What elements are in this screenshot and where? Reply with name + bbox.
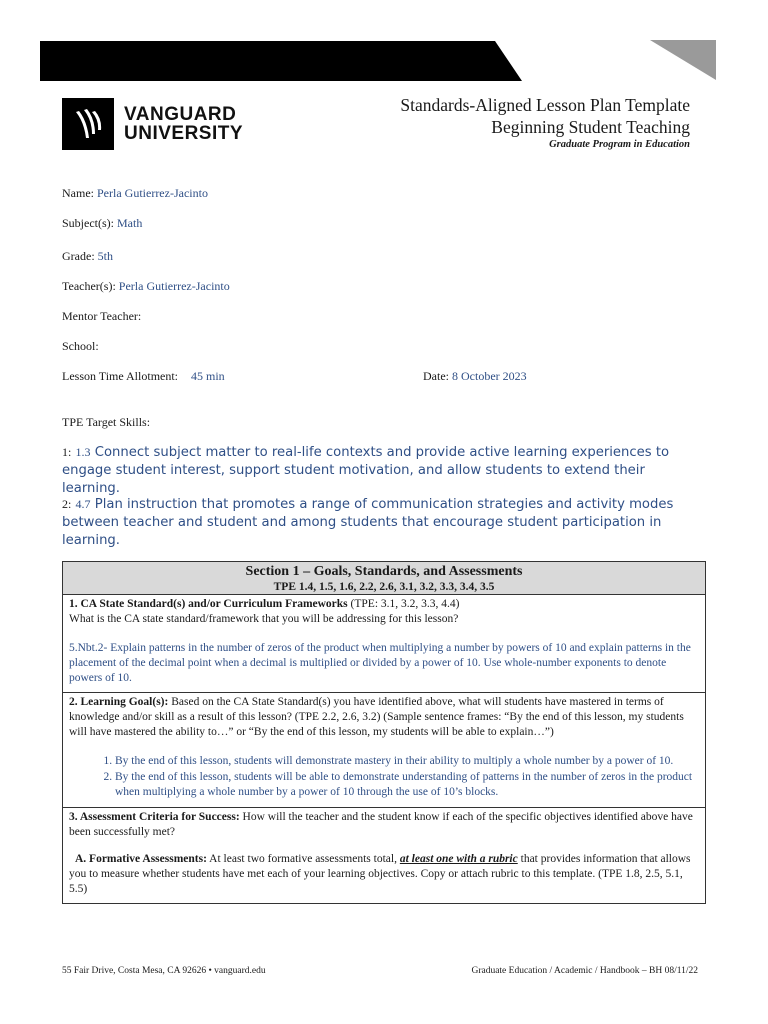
grade-value: 5th — [97, 249, 113, 263]
time-label: Lesson Time Allotment: — [62, 369, 179, 383]
standards-row — [63, 595, 705, 693]
subject-field — [62, 216, 142, 231]
mentor-field — [62, 309, 141, 324]
formative-emphasis: at least one with a rubric — [399, 853, 518, 865]
tpe-item-1-number: 1: — [62, 445, 72, 459]
brand-line-1: VANGUARD — [124, 104, 237, 125]
learning-goals-heading: 2. Learning Goal(s): — [69, 696, 169, 708]
tpe-item-2-code: 4.7 — [75, 497, 91, 511]
header-black-bar — [40, 41, 522, 81]
date-field — [423, 369, 527, 384]
tpe-item-2 — [62, 495, 702, 550]
subject-label: Subject(s): — [62, 216, 114, 230]
tpe-item-1-text: Connect subject matter to real-life contexts and provide active learning experiences to engage student interest, support student motivation, and allow students to extend their learning. — [62, 445, 670, 496]
learning-goals-list — [69, 754, 699, 800]
assessment-row — [63, 808, 705, 903]
formative-heading: A. Formative Assessments: — [75, 853, 207, 865]
assessment-prompt: How will the teacher and the student know if each of the specific objectives identified above have been successfully met? — [69, 811, 693, 838]
list-item: 2. By the end of this lesson, students will be able to demonstrate understanding of patterns in the number of zeros in the product when multiplying a whole number by a power of 10 through the use of 10’s blocks. — [115, 770, 699, 800]
time-field — [62, 369, 225, 384]
standards-prompt: What is the CA state standard/framework that you will be addressing for this lesson? — [69, 613, 459, 625]
standards-tpe: (TPE: 3.1, 3.2, 3.3, 4.4) — [350, 598, 460, 610]
document-subtitle: Beginning Student Teaching — [491, 117, 690, 137]
mentor-label: Mentor Teacher: — [62, 309, 142, 323]
list-item: 1. By the end of this lesson, students will demonstrate mastery in their ability to multiply a whole number by a power of 10. — [115, 754, 699, 769]
subject-value: Math — [117, 216, 143, 230]
footer-address: 55 Fair Drive, Costa Mesa, CA 92626 • vanguard.edu — [62, 966, 266, 976]
standards-heading: 1. CA State Standard(s) and/or Curriculum Frameworks — [69, 598, 348, 610]
school-field — [62, 339, 99, 354]
learning-goals-row — [63, 693, 705, 808]
tpe-item-1 — [62, 443, 702, 498]
document-title-block — [400, 94, 690, 152]
document-title: Standards-Aligned Lesson Plan Template — [400, 95, 690, 115]
learning-goals-prompt: Based on the CA State Standard(s) you have identified above, what will students have mastered in terms of knowledge and/or skill as a result of this lesson? (TPE 2.2, 2.6, 3.2) (Sample sentence frames: “By the end of this lesson, my students will have mastered the ability to…” or “By the end of this lesson, my students will be able to explain…”) — [69, 696, 684, 738]
brand-wordmark — [124, 105, 243, 143]
date-value: 8 October 2023 — [452, 369, 527, 383]
teacher-field — [62, 279, 230, 294]
section-1-title: Section 1 – Goals, Standards, and Assessments — [245, 564, 523, 579]
grade-label: Grade: — [62, 249, 95, 263]
tpe-item-1-code: 1.3 — [75, 445, 91, 459]
standards-answer: 5.Nbt.2- Explain patterns in the number of zeros of the product when multiplying a number by powers of 10 and explain patterns in the placement of the decimal point when a decimal is multiplied or divided by a power of 10. Use whole-number exponents to denote powers of 10. — [69, 642, 691, 684]
time-value: 45 min — [191, 369, 225, 383]
brand-line-2: UNIVERSITY — [124, 123, 244, 144]
header-gray-wedge — [650, 40, 716, 80]
assessment-heading: 3. Assessment Criteria for Success: — [69, 811, 240, 823]
grade-field — [62, 249, 113, 264]
footer-document-id: Graduate Education / Academic / Handbook – BH 08/11/22 — [471, 966, 698, 976]
teacher-label: Teacher(s): — [62, 279, 116, 293]
name-label: Name: — [62, 186, 94, 200]
section-1-tpe-list: TPE 1.4, 1.5, 1.6, 2.2, 2.6, 3.1, 3.2, 3.3, 3.4, 3.5 — [273, 581, 495, 593]
tpe-label: TPE Target Skills: — [62, 415, 151, 429]
name-field — [62, 186, 208, 201]
school-label: School: — [62, 339, 99, 353]
vanguard-emblem-icon — [62, 98, 114, 150]
vanguard-logo — [62, 98, 243, 150]
tpe-item-2-number: 2: — [62, 497, 72, 511]
teacher-value: Perla Gutierrez-Jacinto — [118, 279, 230, 293]
formative-text-1: At least two formative assessments total, — [209, 853, 397, 865]
name-value: Perla Gutierrez-Jacinto — [97, 186, 208, 200]
date-label: Date: — [423, 369, 449, 383]
section-1-table — [62, 561, 706, 904]
program-name: Graduate Program in Education — [549, 139, 690, 150]
tpe-item-2-text: Plan instruction that promotes a range of communication strategies and activity modes between teacher and student and among students that encourage student participation in learning. — [62, 497, 674, 548]
formative-text-2: that provides information that allows you to measure whether students have met each of your learning objectives. Copy or attach rubric to this template. (TPE 1.8, 2.5, 5.1, 5.5) — [69, 853, 691, 895]
section-1-header — [63, 562, 705, 595]
formative-assessment-text — [69, 852, 699, 897]
